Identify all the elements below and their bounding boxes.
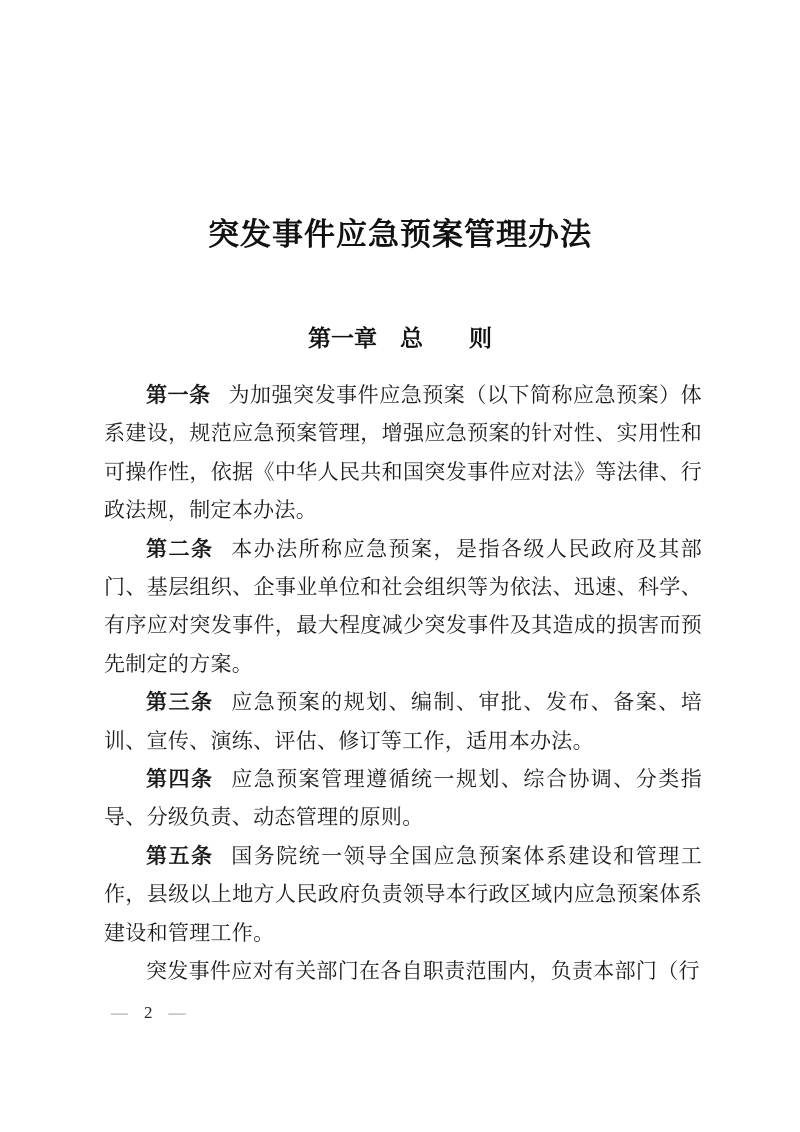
chapter-heading: 第一章 总 则 [308,326,492,351]
article-text: 突发事件应对有关部门在各自职责范围内，负责本部门（行 [146,959,700,984]
footer-right-dash: — [168,1003,187,1022]
article-number: 第五条 [146,843,214,868]
paragraph-article-3 [104,683,702,760]
paragraph-article-4 [104,760,702,837]
page-number-footer [111,1003,187,1023]
footer-left-dash: — [111,1003,129,1022]
article-text: 应急预案的规划、编制、审批、发布、备案、培训、宣传、演练、评估、修订等工作，适用本办法。 [104,690,702,753]
article-text: 为加强突发事件应急预案（以下简称应急预案）体系建设，规范应急预案管理，增强应急预案的针对性、实用性和可操作性，依据《中华人民共和国突发事件应对法》等法律、行政法规，制定本办法。 [104,383,702,523]
paragraph-article-5 [104,837,702,952]
article-text: 国务院统一领导全国应急预案体系建设和管理工作，县级以上地方人民政府负责领导本行政区域内应急预案体系建设和管理工作。 [104,843,702,945]
article-text: 应急预案管理遵循统一规划、综合协调、分类指导、分级负责、动态管理的原则。 [104,767,702,830]
paragraph-article-1 [104,376,702,530]
paragraph-article-2 [104,530,702,684]
article-number: 第四条 [146,767,214,792]
paragraph-continuation [104,952,702,990]
document-body [104,376,702,991]
article-number: 第一条 [146,383,211,407]
article-text: 本办法所称应急预案，是指各级人民政府及其部门、基层组织、企事业单位和社会组织等为依法、迅速、科学、有序应对突发事件，最大程度减少突发事件及其造成的损害而预先制定的方案。 [104,536,702,676]
page-number: 2 [144,1003,154,1022]
article-number: 第二条 [146,536,214,561]
document-title: 突发事件应急预案管理办法 [208,217,592,252]
article-number: 第三条 [146,690,214,715]
